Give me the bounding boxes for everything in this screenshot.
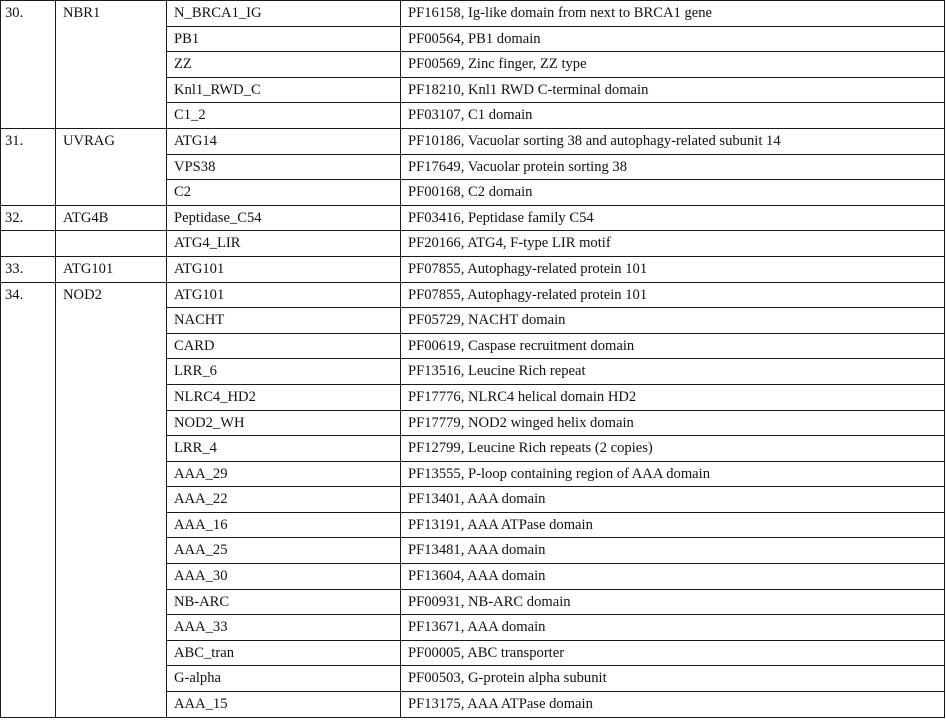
domain-name: VPS38: [167, 154, 401, 180]
domain-name: AAA_16: [167, 512, 401, 538]
domain-name: ATG4_LIR: [167, 231, 401, 257]
pfam-description: PF10186, Vacuolar sorting 38 and autophagy-related subunit 14: [401, 128, 945, 154]
gene-name: ATG101: [56, 256, 167, 282]
pfam-description: PF13604, AAA domain: [401, 564, 945, 590]
pfam-description: PF00168, C2 domain: [401, 180, 945, 206]
table-row: [1, 231, 945, 257]
domain-name: AAA_29: [167, 461, 401, 487]
pfam-description: PF13481, AAA domain: [401, 538, 945, 564]
pfam-description: PF00569, Zinc finger, ZZ type: [401, 52, 945, 78]
pfam-description: PF00931, NB-ARC domain: [401, 589, 945, 615]
domain-name: LRR_6: [167, 359, 401, 385]
pfam-description: PF07855, Autophagy-related protein 101: [401, 282, 945, 308]
domain-name: AAA_15: [167, 692, 401, 718]
gene-name: NBR1: [56, 1, 167, 129]
pfam-description: PF16158, Ig-like domain from next to BRCA1 gene: [401, 1, 945, 27]
pfam-description: PF13191, AAA ATPase domain: [401, 512, 945, 538]
gene-name: UVRAG: [56, 128, 167, 205]
domain-name: PB1: [167, 26, 401, 52]
pfam-description: PF17649, Vacuolar protein sorting 38: [401, 154, 945, 180]
pfam-description: PF13555, P-loop containing region of AAA domain: [401, 461, 945, 487]
domain-name: ATG101: [167, 282, 401, 308]
pfam-description: PF20166, ATG4, F-type LIR motif: [401, 231, 945, 257]
pfam-description: PF00005, ABC transporter: [401, 640, 945, 666]
domain-name: ABC_tran: [167, 640, 401, 666]
domain-name: AAA_30: [167, 564, 401, 590]
domain-name: AAA_25: [167, 538, 401, 564]
pfam-description: PF00619, Caspase recruitment domain: [401, 333, 945, 359]
pfam-description: PF12799, Leucine Rich repeats (2 copies): [401, 436, 945, 462]
domain-name: C1_2: [167, 103, 401, 129]
pfam-description: PF13671, AAA domain: [401, 615, 945, 641]
entry-number: 34.: [1, 282, 56, 717]
domain-name: NOD2_WH: [167, 410, 401, 436]
entry-number: 31.: [1, 128, 56, 205]
domain-name: Peptidase_C54: [167, 205, 401, 231]
gene-name: NOD2: [56, 282, 167, 717]
pfam-description: PF17776, NLRC4 helical domain HD2: [401, 384, 945, 410]
pfam-description: PF07855, Autophagy-related protein 101: [401, 256, 945, 282]
domain-name: Knl1_RWD_C: [167, 77, 401, 103]
pfam-description: PF00503, G-protein alpha subunit: [401, 666, 945, 692]
domain-name: LRR_4: [167, 436, 401, 462]
pfam-description: PF03416, Peptidase family C54: [401, 205, 945, 231]
pfam-description: PF03107, C1 domain: [401, 103, 945, 129]
domain-name: ATG14: [167, 128, 401, 154]
entry-number: 32.: [1, 205, 56, 231]
table-row: [1, 256, 945, 282]
domain-name: CARD: [167, 333, 401, 359]
pfam-description: PF18210, Knl1 RWD C-terminal domain: [401, 77, 945, 103]
gene-name-empty: [56, 231, 167, 257]
table-row: [1, 205, 945, 231]
table-row: [1, 128, 945, 154]
entry-number: 30.: [1, 1, 56, 129]
domain-name: NB-ARC: [167, 589, 401, 615]
gene-name: ATG4B: [56, 205, 167, 231]
domain-name: AAA_22: [167, 487, 401, 513]
domain-name: G-alpha: [167, 666, 401, 692]
domain-name: NACHT: [167, 308, 401, 334]
table-row: [1, 1, 945, 27]
domain-name: NLRC4_HD2: [167, 384, 401, 410]
pfam-description: PF13401, AAA domain: [401, 487, 945, 513]
domain-name: N_BRCA1_IG: [167, 1, 401, 27]
pfam-description: PF17779, NOD2 winged helix domain: [401, 410, 945, 436]
domain-name: ZZ: [167, 52, 401, 78]
pfam-description: PF05729, NACHT domain: [401, 308, 945, 334]
entry-number-empty: [1, 231, 56, 257]
domain-name: AAA_33: [167, 615, 401, 641]
table-row: [1, 282, 945, 308]
domain-name: ATG101: [167, 256, 401, 282]
table-body: [1, 1, 945, 718]
pfam-description: PF13516, Leucine Rich repeat: [401, 359, 945, 385]
pfam-description: PF13175, AAA ATPase domain: [401, 692, 945, 718]
pfam-description: PF00564, PB1 domain: [401, 26, 945, 52]
entry-number: 33.: [1, 256, 56, 282]
domain-name: C2: [167, 180, 401, 206]
